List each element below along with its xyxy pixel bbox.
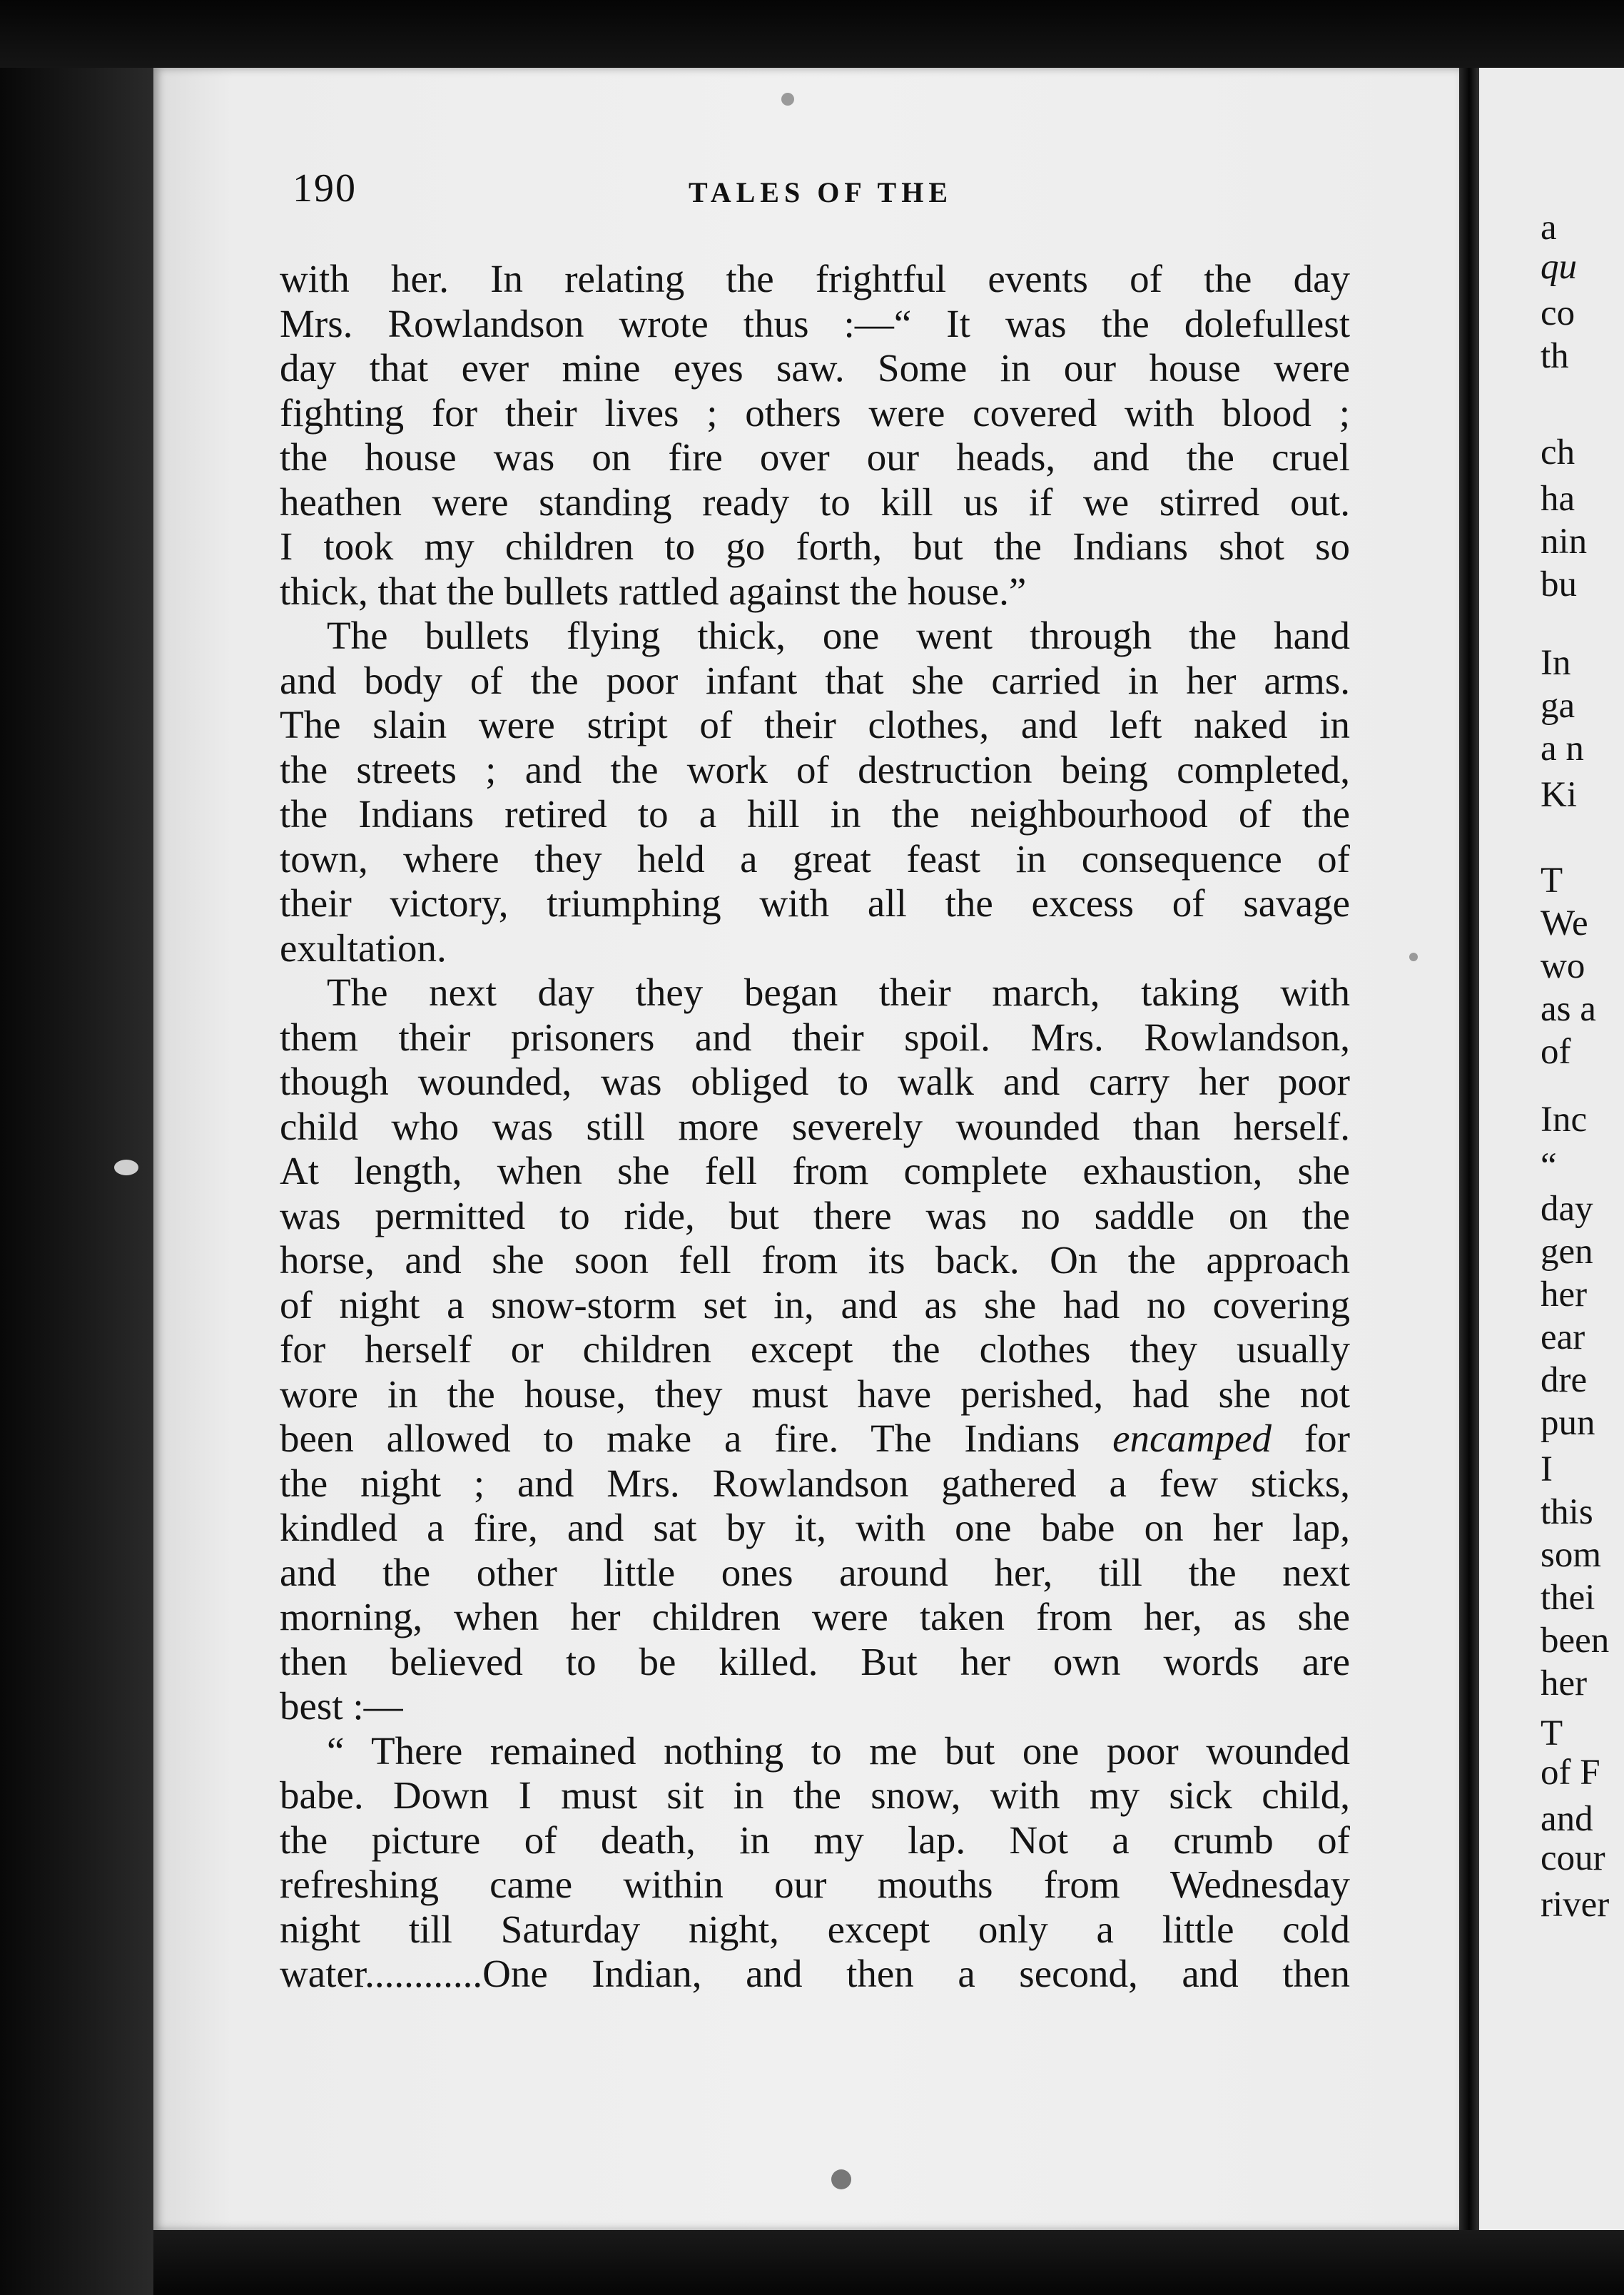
- facing-page-word-fragment: thei: [1541, 1578, 1595, 1618]
- text-line: morning, when her children were taken from her, as she: [280, 1595, 1350, 1638]
- italic-word: encamped: [1112, 1417, 1272, 1460]
- facing-page-word-fragment: her: [1541, 1663, 1588, 1703]
- facing-page-word-fragment: ch: [1541, 432, 1575, 472]
- facing-page-word-fragment: Inc: [1541, 1100, 1588, 1140]
- facing-page-word-fragment: this: [1541, 1492, 1593, 1532]
- running-head: TALES OF THE: [689, 176, 953, 208]
- paper-speck: [114, 1160, 138, 1175]
- text-line: child who was still more severely wounded than herself.: [280, 1104, 1350, 1148]
- scan-border-top: [0, 0, 1624, 68]
- paper-speck: [1409, 953, 1418, 961]
- scan-border-bottom: [153, 2230, 1624, 2295]
- book-gutter: [1459, 68, 1479, 2230]
- page-header: [293, 166, 1363, 216]
- text-line: The slain were stript of their clothes, and left naked in: [280, 703, 1350, 746]
- text-line: the Indians retired to a hill in the neighbourhood of the: [280, 792, 1350, 836]
- text-line: for herself or children except the clothes they usually: [280, 1327, 1350, 1371]
- paper-speck: [781, 93, 794, 106]
- facing-page-fragment: [1479, 68, 1624, 2230]
- text-line: water............One Indian, and then a second, and then: [280, 1952, 1350, 1995]
- text-line: wore in the house, they must have perished, had she not: [280, 1372, 1350, 1416]
- facing-page-word-fragment: T: [1541, 1713, 1563, 1753]
- text-line-with-italic: [280, 1417, 1350, 1461]
- text-line: day that ever mine eyes saw. Some in our house were: [280, 346, 1350, 390]
- text-line: Mrs. Rowlandson wrote thus :—“ It was the dolefullest: [280, 301, 1350, 345]
- text-line: “ There remained nothing to me but one poor wounded: [327, 1728, 1350, 1773]
- text-line: and the other little ones around her, till the next: [280, 1550, 1350, 1594]
- facing-page-word-fragment: In: [1541, 643, 1571, 683]
- text-line: the house was on fire over our heads, and the cruel: [280, 435, 1350, 479]
- text-line: the night ; and Mrs. Rowlandson gathered a few sticks,: [280, 1461, 1350, 1505]
- facing-page-word-fragment: We: [1541, 903, 1588, 943]
- facing-page-word-fragment: co: [1541, 293, 1575, 333]
- text-line: The bullets flying thick, one went through the hand: [327, 614, 1350, 657]
- text-line: the picture of death, in my lap. Not a crumb of: [280, 1818, 1350, 1862]
- text-line: heathen were standing ready to kill us if we stirred out.: [280, 480, 1350, 524]
- facing-page-word-fragment: of: [1541, 1032, 1571, 1072]
- text-line: thick, that the bullets rattled against the house.”: [280, 569, 1027, 613]
- facing-page-word-fragment: “: [1541, 1146, 1557, 1186]
- text-line: the streets ; and the work of destruction being completed,: [280, 747, 1350, 791]
- text-run: for: [1272, 1417, 1350, 1460]
- paper-speck: [831, 2169, 851, 2189]
- facing-page-word-fragment: been: [1541, 1621, 1610, 1661]
- facing-page-word-fragment: wo: [1541, 946, 1585, 986]
- facing-page-word-fragment: a n: [1541, 729, 1584, 769]
- text-line: though wounded, was obliged to walk and carry her poor: [280, 1060, 1350, 1103]
- facing-page-word-fragment: T: [1541, 861, 1563, 901]
- text-line: of night a snow-storm set in, and as she had no covering: [280, 1282, 1350, 1327]
- facing-page-word-fragment: I: [1541, 1449, 1553, 1489]
- facing-page-word-fragment: Ki: [1541, 775, 1577, 815]
- facing-page-word-fragment: cour: [1541, 1838, 1605, 1878]
- text-line: babe. Down I must sit in the snow, with my sick child,: [280, 1773, 1350, 1817]
- facing-page-word-fragment: day: [1541, 1189, 1593, 1229]
- page-number: 190: [293, 166, 357, 211]
- text-run: been allowed to make a fire. The Indians: [280, 1417, 1113, 1460]
- facing-page-word-fragment: of F: [1541, 1753, 1600, 1793]
- body-text: [280, 257, 1350, 1997]
- facing-page-word-fragment: pun: [1541, 1403, 1595, 1443]
- text-line: and body of the poor infant that she carried in her arms.: [280, 658, 1350, 702]
- facing-page-word-fragment: and: [1541, 1799, 1593, 1839]
- facing-page-word-fragment: as a: [1541, 989, 1596, 1029]
- facing-page-word-fragment: gen: [1541, 1232, 1593, 1272]
- text-line: At length, when she fell from complete exhaustion, she: [280, 1149, 1350, 1192]
- text-line: them their prisoners and their spoil. Mrs. Rowlandson,: [280, 1015, 1350, 1059]
- facing-page-word-fragment: th: [1541, 336, 1569, 376]
- text-line: I took my children to go forth, but the Indians shot so: [280, 525, 1350, 568]
- facing-page-word-fragment: nin: [1541, 522, 1588, 562]
- facing-page-word-fragment: som: [1541, 1535, 1602, 1575]
- text-line: was permitted to ride, but there was no saddle on the: [280, 1193, 1350, 1237]
- text-line: horse, and she soon fell from its back. On the approach: [280, 1238, 1350, 1282]
- facing-page-word-fragment: ha: [1541, 479, 1575, 519]
- text-line: town, where they held a great feast in consequence of: [280, 836, 1350, 881]
- facing-page-word-fragment: dre: [1541, 1360, 1588, 1400]
- text-line: with her. In relating the frightful events of the day: [280, 257, 1350, 300]
- text-line: kindled a fire, and sat by it, with one babe on her lap,: [280, 1506, 1350, 1549]
- facing-page-word-fragment: ear: [1541, 1317, 1585, 1357]
- facing-page-word-fragment: her: [1541, 1275, 1588, 1314]
- facing-page-word-fragment: ga: [1541, 686, 1575, 726]
- text-line: refreshing came within our mouths from Wednesday: [280, 1863, 1350, 1906]
- text-line: then believed to be killed. But her own words are: [280, 1639, 1350, 1683]
- facing-page-word-fragment: qu: [1541, 247, 1577, 287]
- scan-border-left: [0, 0, 153, 2295]
- facing-page-word-fragment: a: [1541, 208, 1557, 248]
- facing-page-word-fragment: bu: [1541, 564, 1577, 604]
- text-line: night till Saturday night, except only a little cold: [280, 1907, 1350, 1951]
- text-line: best :—: [280, 1684, 403, 1728]
- text-line: The next day they began their march, taking with: [327, 971, 1350, 1014]
- text-line: their victory, triumphing with all the excess of savage: [280, 881, 1350, 925]
- text-line: exultation.: [280, 926, 447, 970]
- text-line: fighting for their lives ; others were covered with blood ;: [280, 390, 1350, 435]
- facing-page-word-fragment: river: [1541, 1885, 1610, 1925]
